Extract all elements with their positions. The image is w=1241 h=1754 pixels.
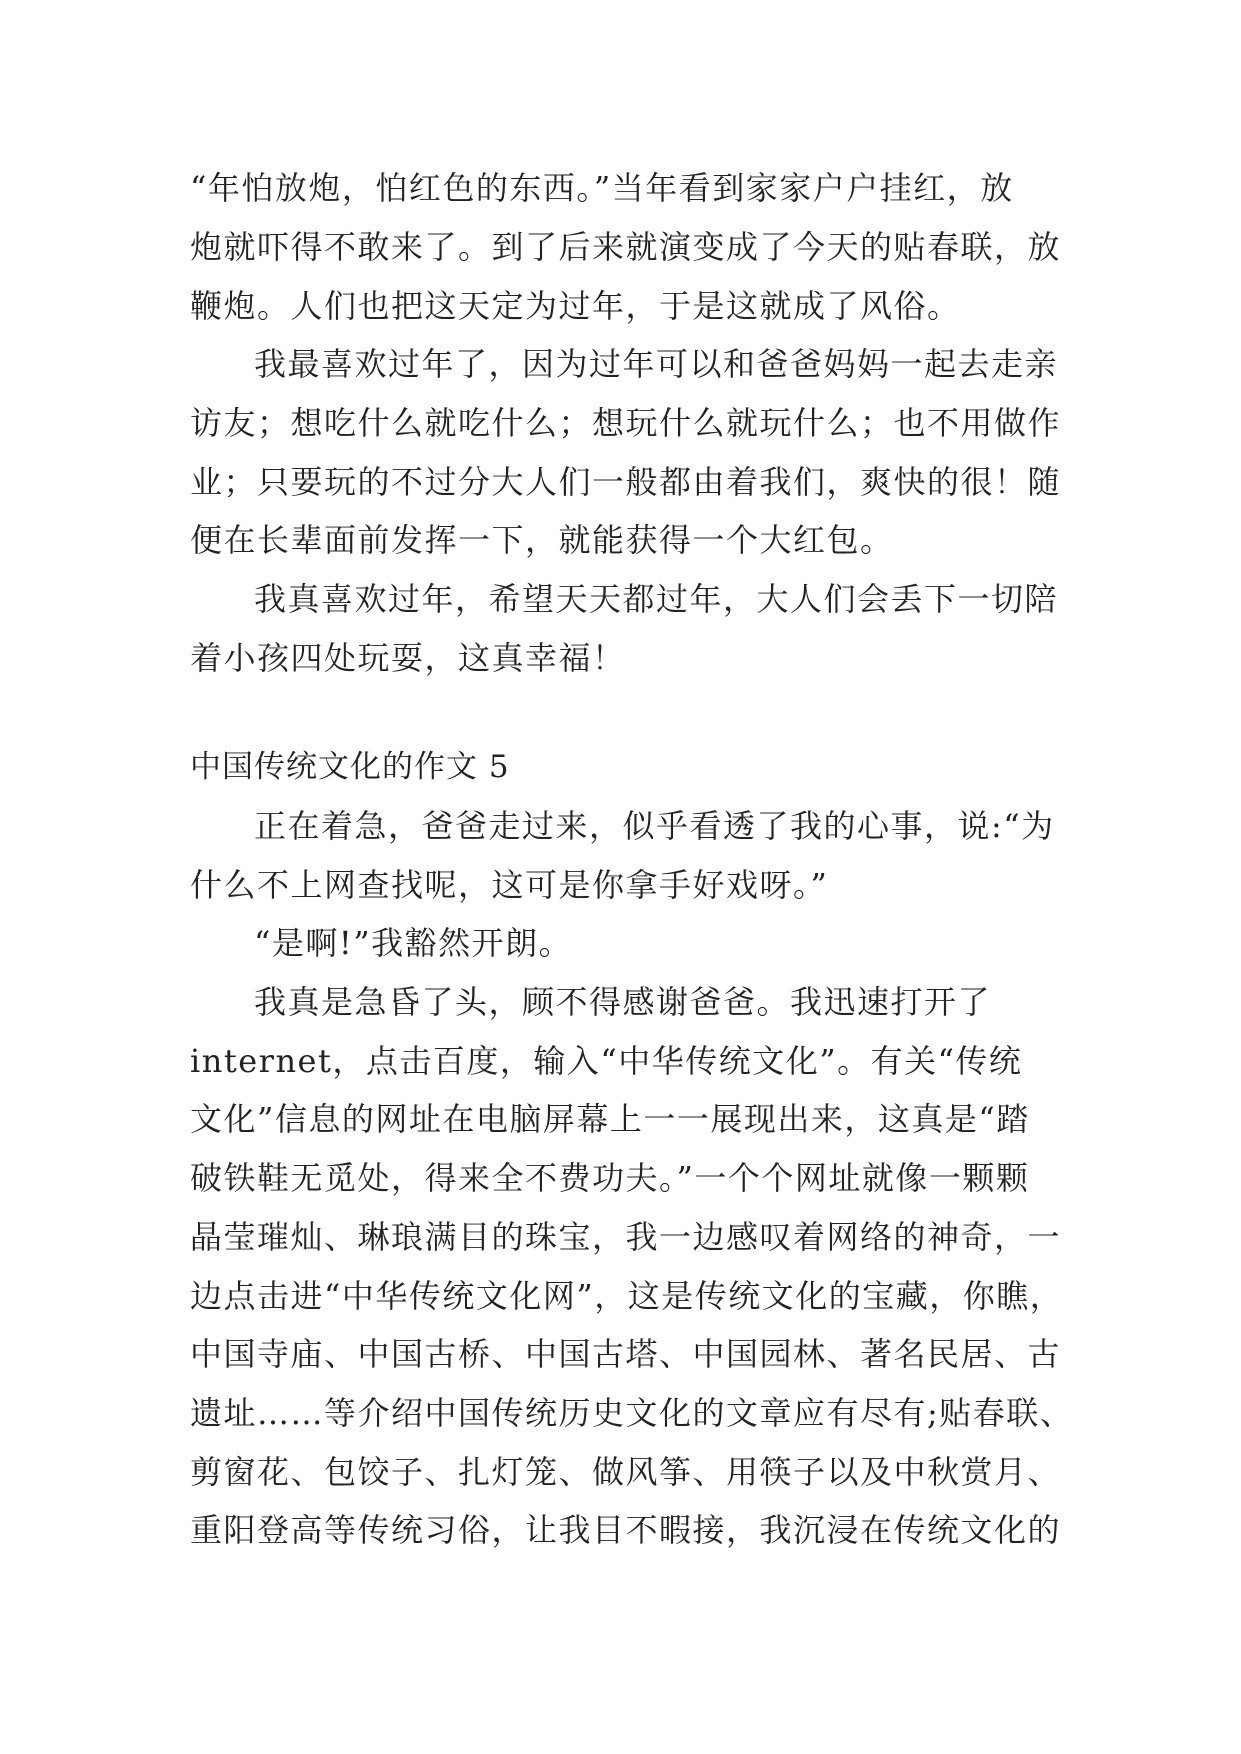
paragraph-line: 破铁鞋无觅处，得来全不费功夫。”一个个网址就像一颗颗: [190, 1159, 1030, 1197]
paragraph-line: internet，点击百度，输入“中华传统文化”。有关“传统: [190, 1042, 1023, 1080]
paragraph-line: “是啊!”我豁然开朗。: [254, 924, 573, 962]
paragraph-line: 我最喜欢过年了，因为过年可以和爸爸妈妈一起去走亲: [254, 345, 1059, 383]
paragraph-line: 中国寺庙、中国古桥、中国古塔、中国园林、著名民居、古: [190, 1335, 1062, 1373]
paragraph-line: 我真是急昏了头，顾不得感谢爸爸。我迅速打开了: [254, 983, 992, 1021]
paragraph-line: 晶莹璀灿、琳琅满目的珠宝，我一边感叹着网络的神奇，一: [190, 1218, 1062, 1256]
paragraph-line: 着小孩四处玩耍，这真幸福！: [190, 639, 626, 677]
paragraph-line: 我真喜欢过年，希望天天都过年，大人们会丢下一切陪: [254, 580, 1059, 618]
paragraph-line: 炮就吓得不敢来了。到了后来就演变成了今天的贴春联，放: [190, 228, 1062, 266]
paragraph-line: 访友；想吃什么就吃什么；想玩什么就玩什么；也不用做作: [190, 404, 1062, 442]
paragraph-line: 正在着急，爸爸走过来，似乎看透了我的心事，说:“为: [254, 807, 1055, 845]
paragraph-line: 鞭炮。人们也把这天定为过年，于是这就成了风俗。: [190, 287, 961, 325]
section-title: 中国传统文化的作文 5: [190, 749, 510, 785]
paragraph-line: “年怕放炮，怕红色的东西。”当年看到家家户户挂红，放: [190, 169, 1014, 207]
paragraph-line: 遗址……等介绍中国传统历史文化的文章应有尽有;贴春联、: [190, 1394, 1074, 1432]
paragraph-line: 便在长辈面前发挥一下，就能获得一个大红包。: [190, 521, 894, 559]
paragraph-line: 业；只要玩的不过分大人们一般都由着我们，爽快的很！随: [190, 463, 1062, 501]
paragraph-line: 重阳登高等传统习俗，让我目不暇接，我沉浸在传统文化的: [190, 1511, 1062, 1549]
paragraph-line: 文化”信息的网址在电脑屏幕上一一展现出来，这真是“踏: [190, 1100, 1030, 1138]
paragraph-line: 剪窗花、包饺子、扎灯笼、做风筝、用筷子以及中秋赏月、: [190, 1453, 1062, 1491]
paragraph-line: 什么不上网查找呢，这可是你拿手好戏呀。”: [190, 866, 829, 904]
paragraph-line: 边点击进“中华传统文化网”，这是传统文化的宝藏，你瞧，: [190, 1277, 1064, 1315]
